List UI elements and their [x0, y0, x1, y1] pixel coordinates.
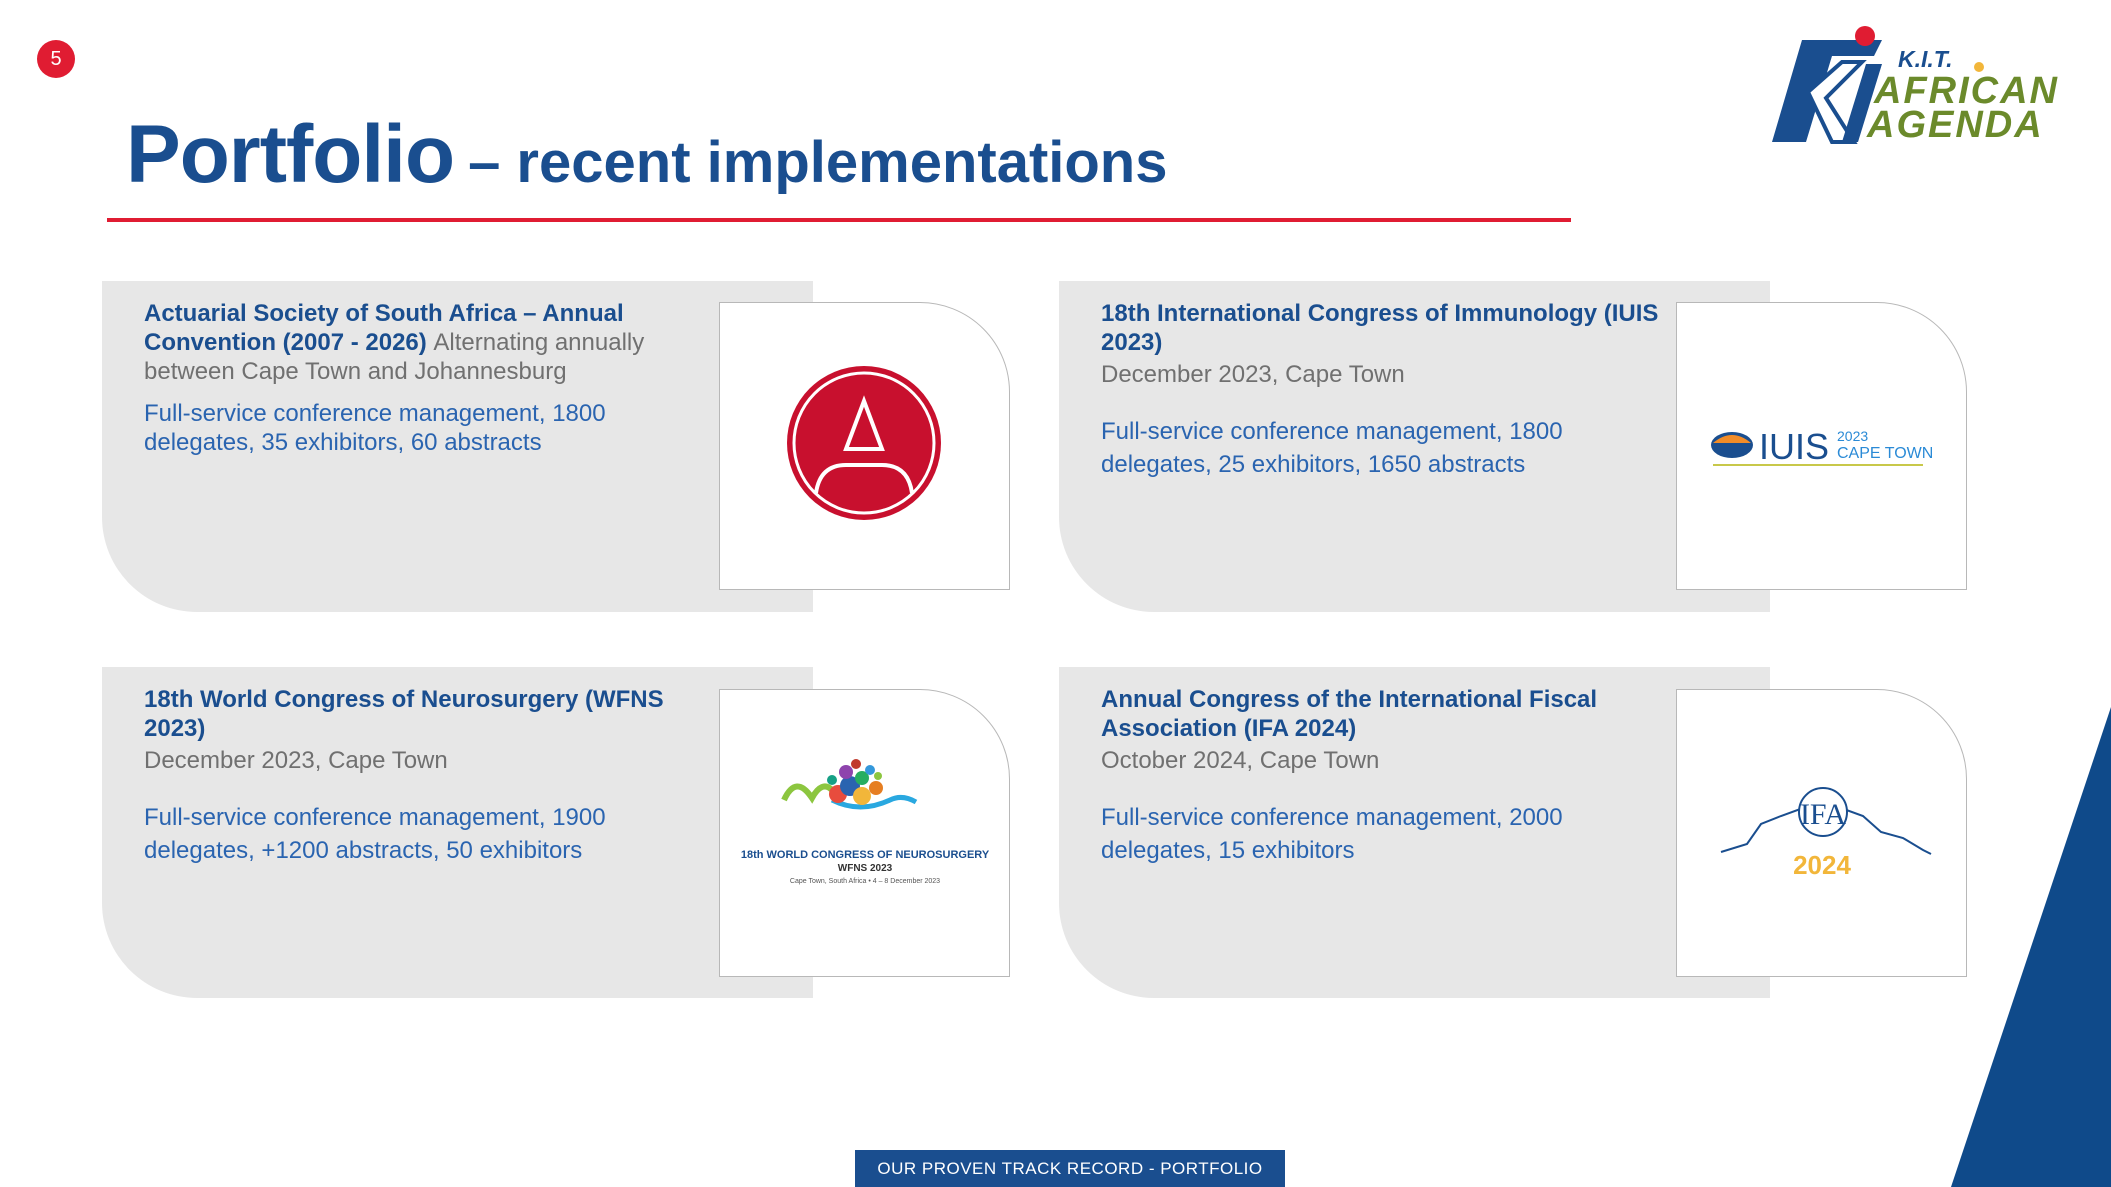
portfolio-card-iuis	[1059, 281, 1770, 612]
portfolio-card-wfns	[102, 667, 813, 998]
title-sub: – recent implementations	[468, 130, 1168, 195]
card-dates: October 2024, Cape Town	[1101, 747, 1380, 774]
portfolio-card-assa	[102, 281, 813, 612]
ifa-logo-box	[1676, 689, 1967, 977]
iuis-logo	[1677, 303, 1967, 590]
iuis-logo-year: 2023	[1837, 428, 1869, 444]
card-title: 18th World Congress of Neurosurgery (WFNS 2023)	[144, 686, 664, 742]
assa-logo	[720, 303, 1010, 590]
decorative-blue-corner	[1951, 707, 2111, 1187]
footer-section-label: OUR PROVEN TRACK RECORD - PORTFOLIO	[855, 1150, 1285, 1187]
ifa-logo-year: 2024	[1793, 850, 1851, 880]
wfns-logo-line1: 18th WORLD CONGRESS OF NEUROSURGERY	[740, 849, 990, 861]
logo-agenda-text: AGENDA	[1867, 104, 2044, 146]
card-dates: December 2023, Cape Town	[1101, 361, 1405, 388]
logo-kit-text: K.I.T.	[1898, 46, 1953, 72]
wfns-logo-line3: Cape Town, South Africa • 4 – 8 December 2023	[789, 878, 941, 885]
card-title: 18th International Congress of Immunology (IUIS 2023)	[1101, 300, 1659, 356]
card-description: Full-service conference management, 1800 delegates, 35 exhibitors, 60 abstracts	[144, 400, 606, 456]
page-number-badge: 5	[37, 40, 75, 78]
wfns-logo-line2: WFNS 2023	[837, 863, 893, 874]
card-description: Full-service conference management, 2000 delegates, 15 exhibitors	[1101, 804, 1563, 864]
logo-african-text: AFRICAN	[1874, 70, 2059, 112]
iuis-logo-city: CAPE TOWN	[1837, 445, 1934, 462]
card-title: Annual Congress of the International Fiscal Association (IFA 2024)	[1101, 686, 1598, 742]
title-main: Portfolio	[126, 109, 455, 200]
wfns-logo	[720, 690, 1010, 977]
wfns-logo-box	[719, 689, 1010, 977]
title-divider	[107, 218, 1571, 222]
ifa-logo	[1677, 690, 1967, 977]
ifa-logo-main: IFA	[1799, 798, 1847, 831]
card-title: Actuarial Society of South Africa – Annual Convention (2007 - 2026) Alternating annually between Cape Town and Johannesburg	[144, 300, 645, 385]
iuis-logo-main: IUIS	[1759, 426, 1830, 467]
assa-logo-box	[719, 302, 1010, 590]
page-title	[126, 108, 1168, 202]
logo-red-dot	[1855, 26, 1875, 46]
card-description: Full-service conference management, 1800 delegates, 25 exhibitors, 1650 abstracts	[1101, 418, 1563, 478]
card-description: Full-service conference management, 1900 delegates, +1200 abstracts, 50 exhibitors	[144, 804, 606, 864]
kit-african-agenda-logo	[1762, 22, 2082, 154]
card-subtitle: Alternating annually between Cape Town and Johannesburg	[144, 329, 645, 385]
iuis-logo-box	[1676, 302, 1967, 590]
card-dates: December 2023, Cape Town	[144, 747, 448, 774]
portfolio-card-ifa	[1059, 667, 1770, 998]
